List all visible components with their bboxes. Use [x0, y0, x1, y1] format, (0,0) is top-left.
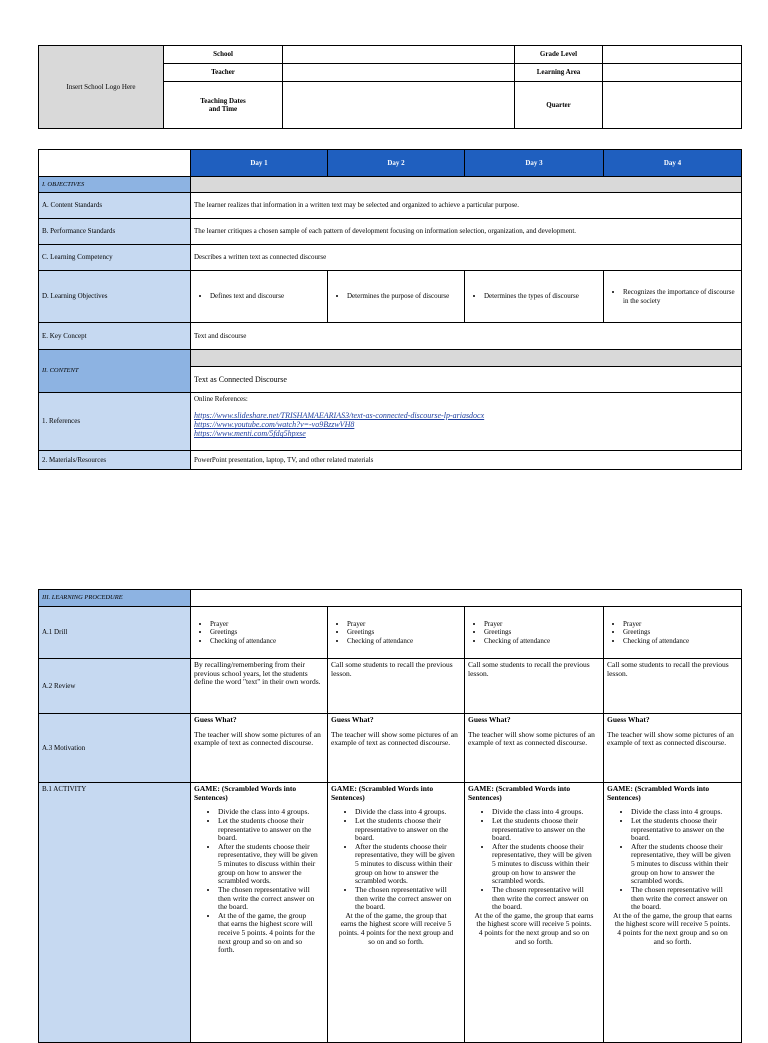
day-2-header: Day 2 [328, 150, 465, 177]
activity-closing: At the of the game, the group that earns the highest score will receive 5 points. 4 points for the next group and so on and so forth. [613, 910, 732, 946]
key-concept-label: E. Key Concept [39, 323, 191, 350]
performance-standards-text: The learner critiques a chosen sample of each pattern of development focusing on information selection, organization, and development. [191, 219, 742, 245]
activity-step: • The chosen representative will then write the correct answer on the board. [492, 886, 592, 912]
activity-day-2 [328, 783, 465, 1043]
references-cell [191, 393, 742, 451]
content-section-label: II. CONTENT [39, 350, 191, 393]
procedure-section-band [191, 590, 742, 607]
school-logo-placeholder [39, 46, 164, 129]
day-header-blank [39, 150, 191, 177]
procedure-section-label: III. LEARNING PROCEDURE [39, 590, 191, 607]
logo-text: Insert School Logo Here [66, 82, 136, 91]
drill-day-3 [465, 607, 604, 659]
motivation-day-4 [604, 714, 742, 783]
drill-day-4 [604, 607, 742, 659]
activity-label: B.1 ACTIVITY [39, 783, 191, 1043]
activity-step: • After the students choose their representative, they will be given 5 minutes to discuss within their group on how to answer the scrambled words. [631, 843, 731, 886]
drill-item: • Prayer [623, 620, 738, 628]
motivation-text: The teacher will show some pictures of an example of text as connected discourse. [194, 729, 321, 748]
activity-step: • The chosen representative will then write the correct answer on the board. [631, 886, 731, 912]
learning-area-label: Learning Area [515, 64, 603, 82]
motivation-text: The teacher will show some pictures of an example of text as connected discourse. [331, 729, 458, 748]
youtube-link[interactable]: https://www.youtube.com/watch?v=-vo9BzzwVH8 [194, 420, 355, 430]
day-4-header: Day 4 [604, 150, 742, 177]
review-day-1: By recalling/remembering from their previous school years, let the students define the word "text" in their own words. [191, 659, 328, 714]
motivation-label: A.3 Motivation [39, 714, 191, 783]
content-standards-text: The learner realizes that information in a written text may be selected and organized to achieve a particular purpose. [191, 193, 742, 219]
grade-level-value[interactable] [603, 46, 742, 64]
learning-competency-text: Describes a written text as connected discourse [191, 245, 742, 271]
drill-label: A.1 Drill [39, 607, 191, 659]
materials-text: PowerPoint presentation, laptop, TV, and other related materials [191, 451, 742, 470]
activity-step: • Divide the class into 4 groups. [631, 808, 731, 817]
activity-day-1 [191, 783, 328, 1043]
teaching-dates-value[interactable] [283, 82, 515, 129]
objective-item: • Defines text and discourse [210, 292, 324, 300]
drill-item: • Greetings [210, 628, 324, 636]
objective-item: • Recognizes the importance of discourse in the society [623, 288, 738, 304]
activity-day-3 [465, 783, 604, 1043]
motivation-title: Guess What? [607, 715, 650, 724]
quarter-label: Quarter [515, 82, 603, 129]
objectives-section-label: I. OBJECTIVES [39, 177, 191, 193]
drill-item: • Checking of attendance [347, 637, 461, 645]
activity-step: • Let the students choose their representative to answer on the board. [218, 817, 318, 843]
learning-objectives-label: D. Learning Objectives [39, 271, 191, 323]
dates-label-line1: Teaching Dates [200, 96, 246, 105]
content-text: Text as Connected Discourse [191, 367, 742, 393]
references-label: 1. References [39, 393, 191, 451]
teacher-value[interactable] [283, 64, 515, 82]
activity-closing: At the of the game, the group that earns the highest score will receive 5 points. 4 points for the next group and so on and so forth. [474, 910, 594, 946]
performance-standards-label: B. Performance Standards [39, 219, 191, 245]
teacher-label: Teacher [164, 64, 283, 82]
quarter-value[interactable] [603, 82, 742, 129]
activity-step: • After the students choose their representative, they will be given 5 minutes to discuss within their group on how to answer the scrambled words. [492, 843, 592, 886]
activity-day-4 [604, 783, 742, 1043]
objective-day-1 [191, 271, 328, 323]
drill-day-1 [191, 607, 328, 659]
objective-item: • Determines the purpose of discourse [347, 292, 461, 300]
drill-item: • Greetings [623, 628, 738, 636]
menti-link[interactable]: https://www.menti.com/5fdq5hpxse [194, 429, 306, 439]
activity-step: • After the students choose their representative, they will be given 5 minutes to discuss within their group on how to answer the scrambled words. [218, 843, 318, 886]
drill-item: • Checking of attendance [210, 637, 324, 645]
activity-step: • Divide the class into 4 groups. [355, 808, 455, 817]
learning-competency-label: C. Learning Competency [39, 245, 191, 271]
activity-step: • Divide the class into 4 groups. [492, 808, 592, 817]
motivation-day-2 [328, 714, 465, 783]
day-3-header: Day 3 [465, 150, 604, 177]
activity-step: • Divide the class into 4 groups. [218, 808, 318, 817]
dates-label-line2: and Time [208, 105, 238, 113]
learning-area-value[interactable] [603, 64, 742, 82]
day-1-header: Day 1 [191, 150, 328, 177]
school-value[interactable] [283, 46, 515, 64]
review-day-4: Call some students to recall the previous lesson. [604, 659, 742, 714]
key-concept-text: Text and discourse [191, 323, 742, 350]
activity-step: • After the students choose their representative, they will be given 5 minutes to discuss within their group on how to answer the scrambled words. [355, 843, 455, 886]
motivation-day-3 [465, 714, 604, 783]
procedure-table [38, 589, 742, 1043]
motivation-text: The teacher will show some pictures of an example of text as connected discourse. [607, 729, 734, 748]
school-label: School [164, 46, 283, 64]
objectives-table [38, 149, 742, 470]
drill-item: • Checking of attendance [623, 637, 738, 645]
objective-day-3 [465, 271, 604, 323]
activity-step: • At the of the game, the group that earns the highest score will receive 5 points. 4 points for the next group and so on and so forth. [218, 912, 318, 955]
materials-label: 2. Materials/Resources [39, 451, 191, 470]
drill-item: • Prayer [210, 620, 324, 628]
review-day-3: Call some students to recall the previous lesson. [465, 659, 604, 714]
objectives-section-band [191, 177, 742, 193]
activity-step: • Let the students choose their representative to answer on the board. [631, 817, 731, 843]
motivation-title: Guess What? [331, 715, 374, 724]
activity-title: GAME: (Scrambled Words into Sentences) [468, 784, 571, 802]
objective-day-4 [604, 271, 742, 323]
activity-step: • The chosen representative will then write the correct answer on the board. [218, 886, 318, 912]
review-day-2: Call some students to recall the previous lesson. [328, 659, 465, 714]
activity-title: GAME: (Scrambled Words into Sentences) [194, 784, 297, 802]
activity-step: • The chosen representative will then write the correct answer on the board. [355, 886, 455, 912]
motivation-day-1 [191, 714, 328, 783]
activity-closing: At the of the game, the group that earns the highest score will receive 5 points. 4 points for the next group and so on and so forth. [338, 910, 454, 946]
header-table [38, 45, 742, 129]
online-references-label: Online References: [194, 395, 248, 403]
objective-day-2 [328, 271, 465, 323]
drill-item: • Prayer [347, 620, 461, 628]
motivation-title: Guess What? [194, 715, 237, 724]
drill-day-2 [328, 607, 465, 659]
activity-title: GAME: (Scrambled Words into Sentences) [607, 784, 710, 802]
drill-item: • Greetings [347, 628, 461, 636]
drill-item: • Prayer [484, 620, 600, 628]
drill-item: • Checking of attendance [484, 637, 600, 645]
teaching-dates-label [164, 82, 283, 129]
slideshare-link[interactable]: https://www.slideshare.net/TRISHAMAEARIAS3/text-as-connected-discourse-lp-ariasdocx [194, 411, 485, 421]
content-section-band [191, 350, 742, 367]
objective-item: • Determines the types of discourse [484, 292, 600, 300]
activity-step: • Let the students choose their representative to answer on the board. [355, 817, 455, 843]
review-label: A.2 Review [39, 659, 191, 714]
motivation-text: The teacher will show some pictures of an example of text as connected discourse. [468, 729, 595, 748]
grade-level-label: Grade Level [515, 46, 603, 64]
activity-step: • Let the students choose their representative to answer on the board. [492, 817, 592, 843]
activity-title: GAME: (Scrambled Words into Sentences) [331, 784, 434, 802]
motivation-title: Guess What? [468, 715, 511, 724]
content-standards-label: A. Content Standards [39, 193, 191, 219]
drill-item: • Greetings [484, 628, 600, 636]
